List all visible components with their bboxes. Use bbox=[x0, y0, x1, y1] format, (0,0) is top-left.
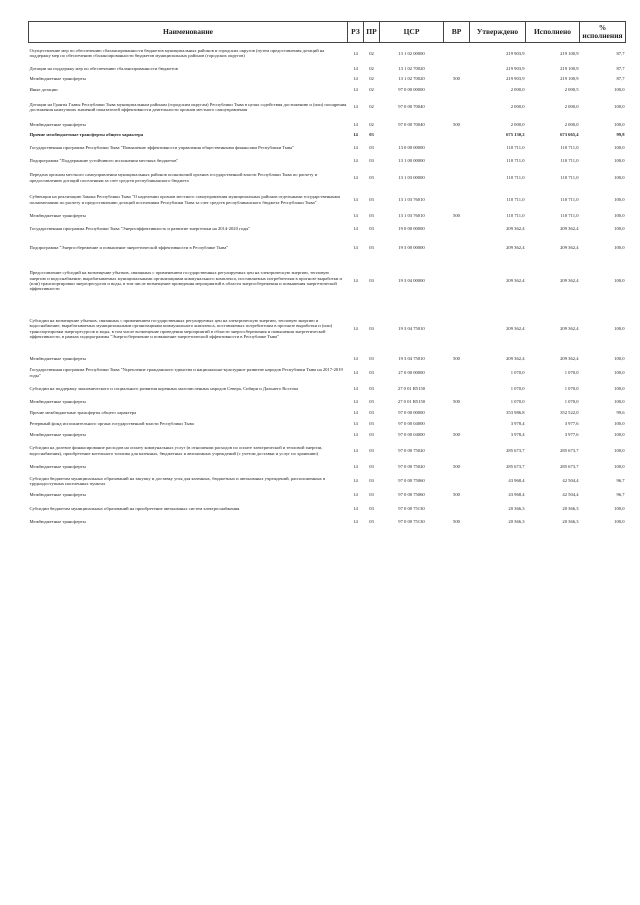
row-approved: 43 968,4 bbox=[508, 492, 525, 498]
row-percent: 87,7 bbox=[616, 76, 625, 82]
row-csr: 13 1 02 70020 bbox=[398, 76, 425, 82]
row-csr: 97 0 00 75130 bbox=[398, 505, 425, 511]
row-rz: 14 bbox=[353, 121, 358, 127]
header-csr: ЦСР bbox=[380, 22, 444, 43]
row-percent: 99,6 bbox=[616, 410, 625, 416]
row-csr: 13 1 02 00000 bbox=[398, 50, 425, 56]
row-name: Подпрограмма "Поддержание устойчивого исполнения местных бюджетов" bbox=[29, 158, 179, 164]
row-pr: 03 bbox=[369, 478, 374, 484]
row-vr: 500 bbox=[453, 76, 460, 82]
row-executed: 209 362,4 bbox=[560, 226, 579, 232]
row-vr bbox=[444, 259, 470, 304]
row-percent: 100,0 bbox=[614, 244, 625, 250]
table-row bbox=[29, 365, 626, 381]
row-vr bbox=[444, 440, 470, 462]
row-csr: 97 0 00 75130 bbox=[398, 519, 425, 525]
row-csr: 97 0 00 00000 bbox=[398, 410, 425, 416]
row-pr: 03 bbox=[369, 505, 374, 511]
row-approved: 353 986,8 bbox=[506, 410, 525, 416]
row-name: Межбюджетные трансферты bbox=[29, 76, 86, 82]
row-pr: 03 bbox=[369, 385, 374, 391]
row-csr: 97 0 00 70040 bbox=[398, 104, 425, 110]
row-rz: 14 bbox=[353, 447, 358, 453]
row-csr: 97 0 00 04000 bbox=[398, 421, 425, 427]
row-executed: 110 711,0 bbox=[560, 213, 579, 219]
row-vr bbox=[444, 473, 470, 490]
row-approved: 110 711,0 bbox=[506, 196, 525, 202]
row-percent: 100,0 bbox=[614, 104, 625, 110]
row-pr: 03 bbox=[369, 144, 374, 150]
row-pr: 03 bbox=[369, 369, 374, 375]
row-rz: 14 bbox=[353, 86, 358, 92]
row-name: Дотации на Гранты Главы Республики Тыва муниципальным районам (городским округам) Республики Тыва в целях содействия достижению и (или) поощрения достижения наилучших значений показателей эффективности деятельности органов местного самоуправления bbox=[29, 101, 347, 112]
table-row bbox=[29, 167, 626, 189]
row-percent: 100,0 bbox=[614, 121, 625, 127]
table-row bbox=[29, 222, 626, 237]
row-approved: 1 070,0 bbox=[510, 369, 525, 375]
row-approved: 110 711,0 bbox=[506, 144, 525, 150]
row-percent: 96,7 bbox=[616, 492, 625, 498]
row-pr: 03 bbox=[369, 278, 374, 284]
row-rz: 14 bbox=[353, 519, 358, 525]
row-percent: 100,0 bbox=[614, 196, 625, 202]
row-rz: 14 bbox=[353, 76, 358, 82]
row-vr bbox=[444, 140, 470, 156]
row-name: Государственная программа Республики Тыва "Энергоэффективность и развитие энергетики на 2014-2020 годы" bbox=[29, 226, 251, 232]
row-rz: 14 bbox=[353, 492, 358, 498]
row-percent: 100,0 bbox=[614, 325, 625, 331]
row-percent: 100,0 bbox=[614, 213, 625, 219]
table-row bbox=[29, 120, 626, 130]
row-rz: 14 bbox=[353, 431, 358, 437]
row-approved: 1 070,0 bbox=[510, 399, 525, 405]
row-percent: 100,0 bbox=[614, 431, 625, 437]
row-rz: 14 bbox=[353, 325, 358, 331]
row-pr: 02 bbox=[369, 76, 374, 82]
table-row bbox=[29, 430, 626, 440]
row-executed: 219 100,9 bbox=[560, 65, 579, 71]
row-executed: 1 070,0 bbox=[564, 399, 579, 405]
row-vr bbox=[444, 237, 470, 259]
row-percent: 100,0 bbox=[614, 158, 625, 164]
row-csr: 27 0 01 R5150 bbox=[397, 399, 426, 405]
row-name: Государственная программа Республики Тыва "Повышение эффективности управления общественными финансами Республики Тыва" bbox=[29, 144, 295, 150]
row-percent: 100,0 bbox=[614, 226, 625, 232]
row-name: Осуществление мер по обеспечению сбалансированности бюджетов муниципальных районов и городских округов (путем предоставления дотаций на поддержку мер по обеспечению сбалансированности бюджетов муниципальных районов (городских округов) bbox=[29, 47, 325, 59]
row-approved: 209 362,4 bbox=[506, 226, 525, 232]
row-pr: 03 bbox=[369, 196, 374, 202]
row-pr: 03 bbox=[369, 325, 374, 331]
row-rz: 14 bbox=[353, 356, 358, 362]
row-pr: 03 bbox=[369, 213, 374, 219]
row-rz: 14 bbox=[353, 505, 358, 511]
table-row bbox=[29, 259, 626, 304]
table-row bbox=[29, 130, 626, 140]
row-approved: 219 903,9 bbox=[506, 65, 525, 71]
row-pr: 03 bbox=[369, 174, 374, 180]
row-vr bbox=[444, 189, 470, 211]
row-approved: 675 130,2 bbox=[506, 131, 525, 137]
row-percent: 87,7 bbox=[616, 65, 625, 71]
row-approved: 219 903,9 bbox=[506, 50, 525, 56]
row-approved: 110 711,0 bbox=[506, 213, 525, 219]
row-pr: 03 bbox=[369, 158, 374, 164]
table-row bbox=[29, 140, 626, 156]
table-row bbox=[29, 397, 626, 408]
row-vr bbox=[444, 167, 470, 189]
row-vr: 500 bbox=[453, 464, 460, 470]
table-row bbox=[29, 419, 626, 430]
table-row bbox=[29, 440, 626, 462]
table-row bbox=[29, 381, 626, 397]
row-executed: 2 000,0 bbox=[564, 104, 579, 110]
row-percent: 100,0 bbox=[614, 278, 625, 284]
row-rz: 14 bbox=[353, 278, 358, 284]
row-rz: 14 bbox=[353, 65, 358, 71]
header-name: Наименование bbox=[29, 22, 348, 43]
row-csr: 13 1 00 00000 bbox=[398, 158, 425, 164]
row-csr: 13 1 02 70020 bbox=[398, 65, 425, 71]
row-percent: 100,0 bbox=[614, 399, 625, 405]
row-approved: 3 978,4 bbox=[510, 431, 525, 437]
row-approved: 209 362,4 bbox=[506, 325, 525, 331]
row-percent: 100,0 bbox=[614, 356, 625, 362]
header-vr: ВР bbox=[444, 22, 470, 43]
row-executed: 110 711,0 bbox=[560, 144, 579, 150]
row-vr bbox=[444, 95, 470, 120]
row-pr: 03 bbox=[369, 421, 374, 427]
row-approved: 209 362,4 bbox=[506, 278, 525, 284]
row-csr: 19 3 04 00000 bbox=[398, 278, 425, 284]
row-vr bbox=[444, 408, 470, 419]
table-row bbox=[29, 43, 626, 64]
row-csr: 97 0 00 70040 bbox=[398, 121, 425, 127]
row-name: Передача органам местного самоуправления муниципальных районов полномочий органов государственной власти Республики Тыва по расчету и предоставлению дотаций поселениям за счет средств республиканского бюджета bbox=[29, 172, 318, 183]
table-body bbox=[29, 43, 626, 528]
row-approved: 110 711,0 bbox=[506, 158, 525, 164]
row-rz: 14 bbox=[353, 104, 358, 110]
row-vr: 500 bbox=[453, 519, 460, 525]
row-rz: 14 bbox=[353, 478, 358, 484]
row-percent: 87,7 bbox=[616, 50, 625, 56]
row-percent: 100,0 bbox=[614, 174, 625, 180]
row-name: Межбюджетные трансферты bbox=[29, 431, 86, 437]
row-vr: 500 bbox=[453, 213, 460, 219]
row-csr: 27 0 00 00000 bbox=[398, 369, 425, 375]
header-percent: % исполнения bbox=[580, 22, 626, 43]
row-name: Прочие межбюджетные трансферты общего характера bbox=[29, 410, 137, 416]
row-executed: 1 070,0 bbox=[564, 369, 579, 375]
row-pr: 03 bbox=[369, 431, 374, 437]
row-percent: 100,0 bbox=[614, 464, 625, 470]
row-pr: 03 bbox=[369, 356, 374, 362]
row-name: Государственная программа Республики Тыва "Укрепление гражданского единства и национально-культурное развитие народов Республики Тыва на 2017-2019 годы" bbox=[29, 367, 343, 378]
header-rz: РЗ bbox=[348, 22, 364, 43]
row-pr: 03 bbox=[369, 492, 374, 498]
row-percent: 99,8 bbox=[616, 131, 625, 137]
row-approved: 285 673,7 bbox=[506, 447, 525, 453]
row-approved: 209 362,4 bbox=[506, 244, 525, 250]
row-csr: 97 0 00 75020 bbox=[398, 447, 425, 453]
row-percent: 100,0 bbox=[614, 86, 625, 92]
row-name: Субсидии на долевое финансирование расходов на оплату коммунальных услуг (в отношении расходов по оплате электрической и тепловой энергии, водоснабжения), приобретение котельного топлива для казенных, бюджетных и автономных учреждений (с учетом доставки и услуг по хранению) bbox=[29, 445, 323, 456]
row-approved: 1 070,0 bbox=[510, 385, 525, 391]
row-vr bbox=[444, 381, 470, 397]
row-name: Дотации на поддержку мер по обеспечению сбалансированности бюджетов bbox=[29, 65, 178, 71]
row-csr: 97 0 00 75060 bbox=[398, 492, 425, 498]
row-rz: 14 bbox=[353, 410, 358, 416]
row-vr: 500 bbox=[453, 356, 460, 362]
row-vr bbox=[444, 365, 470, 381]
row-csr: 19 3 04 75010 bbox=[398, 356, 425, 362]
row-executed: 42 504,4 bbox=[562, 478, 579, 484]
row-csr bbox=[380, 130, 444, 140]
header-executed: Исполнено bbox=[526, 22, 580, 43]
row-vr bbox=[444, 130, 470, 140]
row-executed: 110 711,0 bbox=[560, 196, 579, 202]
row-pr: 03 bbox=[369, 244, 374, 250]
row-csr: 97 0 00 04000 bbox=[398, 431, 425, 437]
row-rz: 14 bbox=[353, 464, 358, 470]
header-pr: ПР bbox=[364, 22, 380, 43]
row-pr: 03 bbox=[369, 399, 374, 405]
row-executed: 3 977,6 bbox=[564, 421, 579, 427]
row-pr: 03 bbox=[369, 131, 374, 137]
row-name: Межбюджетные трансферты bbox=[29, 464, 86, 470]
row-name: Субсидии бюджетам муниципальных образований на закупку и доставку угля для казенных, бюджетных и автономных учреждений, расположенных в труднодоступных населенных пунктах bbox=[29, 475, 326, 486]
table-row bbox=[29, 74, 626, 85]
row-name: Межбюджетные трансферты bbox=[29, 519, 86, 525]
row-csr: 19 0 00 00000 bbox=[398, 226, 425, 232]
row-pr: 03 bbox=[369, 226, 374, 232]
table-row bbox=[29, 237, 626, 259]
table-row bbox=[29, 354, 626, 365]
table-row bbox=[29, 211, 626, 222]
row-vr bbox=[444, 64, 470, 74]
row-vr bbox=[444, 304, 470, 354]
row-percent: 100,0 bbox=[614, 369, 625, 375]
row-rz: 14 bbox=[353, 369, 358, 375]
row-name: Прочие межбюджетные трансферты общего характера bbox=[29, 131, 144, 137]
row-approved: 20 366,3 bbox=[508, 519, 525, 525]
row-name: Иные дотации bbox=[29, 86, 58, 92]
row-rz: 14 bbox=[353, 399, 358, 405]
row-name: Межбюджетные трансферты bbox=[29, 492, 86, 498]
row-vr bbox=[444, 43, 470, 64]
budget-execution-table bbox=[28, 21, 626, 528]
row-executed: 3 977,6 bbox=[564, 431, 579, 437]
row-csr: 19 3 04 75010 bbox=[398, 325, 425, 331]
row-rz: 14 bbox=[353, 174, 358, 180]
row-name: Резервный фонд исполнительного органа государственной власти Республики Тыва bbox=[29, 421, 194, 427]
row-percent: 100,0 bbox=[614, 421, 625, 427]
table-row bbox=[29, 304, 626, 354]
row-pr: 02 bbox=[369, 50, 374, 56]
row-rz: 14 bbox=[353, 213, 358, 219]
row-csr: 97 0 00 00000 bbox=[398, 86, 425, 92]
row-vr bbox=[444, 419, 470, 430]
row-rz: 14 bbox=[353, 50, 358, 56]
row-csr: 13 1 03 00000 bbox=[398, 174, 425, 180]
row-vr bbox=[444, 85, 470, 95]
row-csr: 13 1 03 76010 bbox=[398, 196, 425, 202]
table-row bbox=[29, 189, 626, 211]
row-pr: 03 bbox=[369, 410, 374, 416]
table-row bbox=[29, 490, 626, 501]
row-approved: 2 000,0 bbox=[510, 121, 525, 127]
row-csr: 97 0 00 75060 bbox=[398, 478, 425, 484]
row-executed: 209 362,4 bbox=[560, 356, 579, 362]
row-pr: 03 bbox=[369, 464, 374, 470]
row-percent: 100,0 bbox=[614, 519, 625, 525]
row-executed: 673 665,4 bbox=[560, 131, 579, 137]
row-executed: 110 711,0 bbox=[560, 158, 579, 164]
row-rz: 14 bbox=[353, 226, 358, 232]
row-name: Субсидии бюджетам муниципальных образований на приобретение автономных систем электроснабжения bbox=[29, 505, 240, 511]
table-row bbox=[29, 473, 626, 490]
row-approved: 2 000,0 bbox=[510, 104, 525, 110]
header-approved: Утверждено bbox=[470, 22, 526, 43]
row-executed: 285 673,7 bbox=[560, 447, 579, 453]
row-pr: 02 bbox=[369, 86, 374, 92]
row-pr: 02 bbox=[369, 104, 374, 110]
row-executed: 285 673,7 bbox=[560, 464, 579, 470]
row-executed: 42 504,4 bbox=[562, 492, 579, 498]
row-executed: 1 070,0 bbox=[564, 385, 579, 391]
row-csr: 13 1 03 76010 bbox=[398, 213, 425, 219]
row-percent: 100,0 bbox=[614, 505, 625, 511]
table-row bbox=[29, 64, 626, 74]
row-rz: 14 bbox=[353, 158, 358, 164]
row-rz: 14 bbox=[353, 131, 358, 137]
row-csr: 97 0 00 75020 bbox=[398, 464, 425, 470]
row-executed: 352 522,0 bbox=[560, 410, 579, 416]
row-executed: 20 366,3 bbox=[562, 519, 579, 525]
row-approved: 209 362,4 bbox=[506, 356, 525, 362]
row-approved: 43 968,4 bbox=[508, 478, 525, 484]
table-header-row bbox=[29, 22, 626, 43]
row-csr: 19 3 00 00000 bbox=[398, 244, 425, 250]
row-csr: 13 0 00 00000 bbox=[398, 144, 425, 150]
row-executed: 2 000,5 bbox=[564, 86, 579, 92]
row-pr: 03 bbox=[369, 447, 374, 453]
table-row bbox=[29, 462, 626, 473]
row-executed: 219 100,9 bbox=[560, 76, 579, 82]
row-executed: 20 366,3 bbox=[562, 505, 579, 511]
row-executed: 2 000,0 bbox=[564, 121, 579, 127]
table-row bbox=[29, 85, 626, 95]
table-row bbox=[29, 501, 626, 517]
row-name: Субсидии на поддержку экономического и социального развития коренных малочисленных народов Севера, Сибири и Дальнего Востока bbox=[29, 385, 299, 391]
table-row bbox=[29, 408, 626, 419]
row-percent: 96,7 bbox=[616, 478, 625, 484]
row-approved: 219 903,9 bbox=[506, 76, 525, 82]
row-approved: 3 978,4 bbox=[510, 421, 525, 427]
row-name: Межбюджетные трансферты bbox=[29, 121, 86, 127]
row-rz: 14 bbox=[353, 385, 358, 391]
row-csr: 27 0 01 R5150 bbox=[397, 385, 426, 391]
row-vr bbox=[444, 501, 470, 517]
row-rz: 14 bbox=[353, 196, 358, 202]
row-name: Субвенции на реализацию Закона Республики Тыва "О наделении органов местного самоуправления муниципальных районов отдельными государственными полномочиями по расчету и предоставлению дотаций поселениям Республики Тыва за счет средств республиканского бюджета Республики Тыва" bbox=[29, 194, 341, 205]
row-pr: 02 bbox=[369, 121, 374, 127]
row-approved: 285 673,7 bbox=[506, 464, 525, 470]
row-approved: 20 366,3 bbox=[508, 505, 525, 511]
row-name: Межбюджетные трансферты bbox=[29, 356, 86, 362]
row-pr: 02 bbox=[369, 65, 374, 71]
row-executed: 209 362,4 bbox=[560, 325, 579, 331]
row-name: Межбюджетные трансферты bbox=[29, 213, 86, 219]
row-name: Предоставление субсидий на возмещение убытков, связанных с применением государственных регулируемых цен на электрическую энергию, тепловую энергию и водоснабжение, вырабатываемых муниципальными организациями коммунального комплекса, поставляемых потребителям в прогнозе выработки и (или) транспортировки энергоресурсов и воды, в том числе возмещение проведения мероприятий в области энергосбережения и повышения энергетической эффективности bbox=[29, 270, 342, 292]
row-pr: 03 bbox=[369, 519, 374, 525]
row-percent: 100,0 bbox=[614, 447, 625, 453]
row-vr: 500 bbox=[453, 399, 460, 405]
row-vr: 500 bbox=[453, 431, 460, 437]
row-rz: 14 bbox=[353, 144, 358, 150]
row-vr: 500 bbox=[453, 492, 460, 498]
row-rz: 14 bbox=[353, 244, 358, 250]
row-percent: 100,0 bbox=[614, 385, 625, 391]
row-name: Межбюджетные трансферты bbox=[29, 399, 86, 405]
row-vr bbox=[444, 222, 470, 237]
row-executed: 209 362,4 bbox=[560, 244, 579, 250]
table-row bbox=[29, 156, 626, 167]
row-vr bbox=[444, 156, 470, 167]
row-approved: 2 000,0 bbox=[510, 86, 525, 92]
row-executed: 110 711,0 bbox=[560, 174, 579, 180]
row-approved: 110 711,0 bbox=[506, 174, 525, 180]
row-executed: 209 362,4 bbox=[560, 278, 579, 284]
row-percent: 100,0 bbox=[614, 144, 625, 150]
table-row bbox=[29, 95, 626, 120]
row-vr: 500 bbox=[453, 121, 460, 127]
row-executed: 219 100,9 bbox=[560, 50, 579, 56]
row-rz: 14 bbox=[353, 421, 358, 427]
table-row bbox=[29, 517, 626, 528]
row-name: Подпрограмма "Энергосбережение и повышение энергетической эффективности в Республике Тыва" bbox=[29, 244, 229, 250]
row-name: Субсидии на возмещение убытков, связанных с применением государственных регулируемых цен на электрическую энергию, тепловую энергию и водоснабжение, вырабатываемых муниципальными организациями коммунального комплекса, поставляемых потребителям в прогнозе выработки и (или) транспортировки энергоресурсов и воды, в том числе возмещение проведения мероприятий в области энергосбережения и повышения энергетической эффективности, в рамках подпрограммы "Энергосбережение и повышение энергетической эффективности в Республике Тыва" bbox=[29, 317, 333, 339]
